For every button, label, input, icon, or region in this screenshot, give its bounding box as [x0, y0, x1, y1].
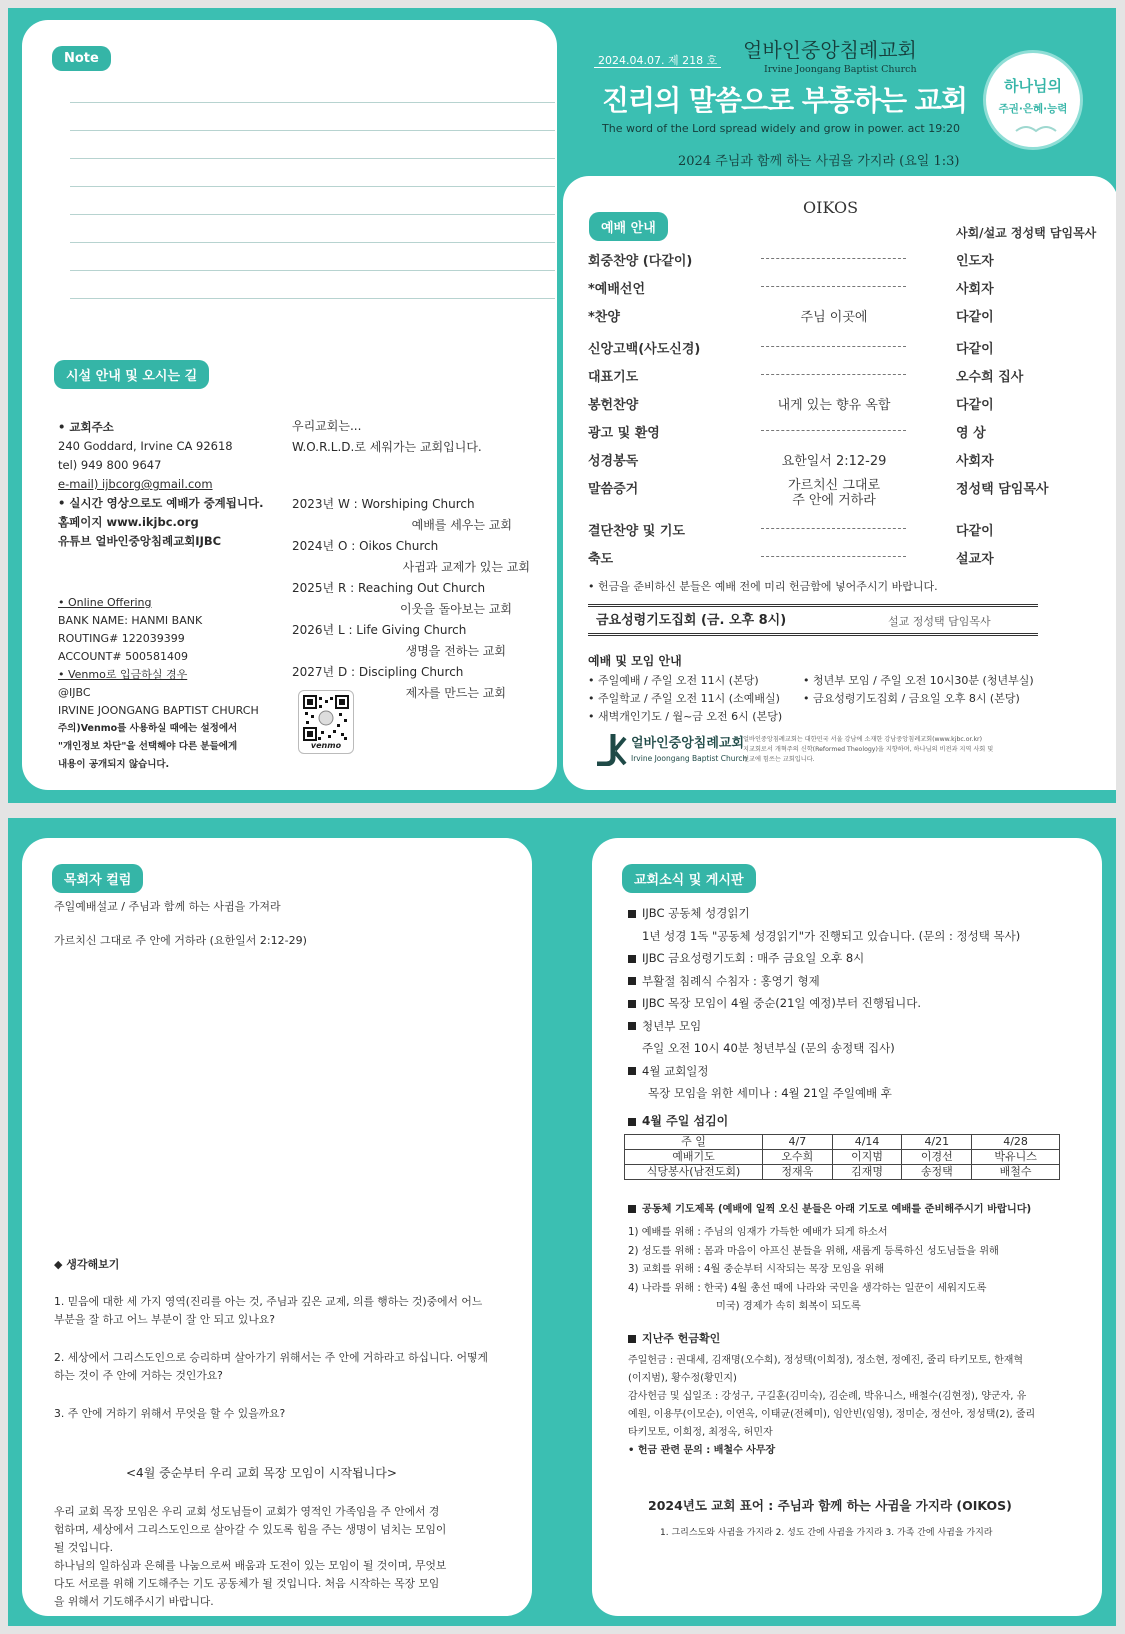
world-item: 2025년 R : Reaching Out Church — [292, 581, 486, 595]
duty-title — [628, 1114, 728, 1128]
table-cell: 이지범 — [832, 1150, 902, 1165]
question-2a: 2. 세상에서 그리스도인으로 승리하며 살아가기 위해서는 주 안에 거하라고 하십니다. 어떻게 — [54, 1351, 488, 1364]
note-line — [70, 214, 555, 215]
footer-church-name: 얼바인중앙침례교회 — [631, 736, 745, 751]
prayer-item: 3) 교회를 위해 : 4월 중순부터 시작되는 목장 모임을 위해 — [628, 1264, 885, 1275]
venmo-note-1: 주의)Venmo를 사용하실 때에는 설정에서 — [58, 723, 238, 734]
paragraph-1a: 우리 교회 목장 모임은 우리 교회 성도님들이 교회가 영적인 가족임을 주 안에서 경 — [54, 1505, 440, 1518]
bulletin-back-sheet — [8, 818, 1116, 1626]
order-dash — [761, 346, 906, 347]
church-motto: 2024년도 교회 표어 : 주님과 함께 하는 사귐을 가지라 (OIKOS) — [648, 1498, 1012, 1513]
note-line — [70, 186, 555, 187]
account: ACCOUNT# 500581409 — [58, 650, 189, 663]
order-dash — [761, 528, 906, 529]
offering-heading: • Online Offering — [58, 596, 152, 609]
note-line — [70, 158, 555, 159]
order-item: 회중찬양 (다같이) — [588, 254, 693, 269]
news-item — [628, 925, 1020, 948]
venmo-note-2: "개인정보 차단"을 선택해야 다른 분들에게 — [58, 741, 238, 752]
news-text: IJBC 공동체 성경읽기 — [642, 906, 750, 920]
meetings-title: 예배 및 모임 안내 — [588, 654, 682, 668]
venmo-label: venmo — [310, 741, 342, 750]
table-cell: 4/21 — [902, 1135, 972, 1150]
news-item — [628, 902, 1020, 925]
church-name-en: Irvine Joongang Baptist Church — [764, 64, 917, 75]
table-cell: 4/7 — [763, 1135, 833, 1150]
order-item: 축도 — [588, 552, 614, 567]
news-text: 주일 오전 10시 40분 청년부실 (문의 송정택 집사) — [642, 1041, 895, 1055]
worship-leader: 사회/설교 정성택 담임목사 — [956, 226, 1097, 240]
order-mid: 요한일서 2:12-29 — [781, 454, 887, 469]
church-name-kr: 얼바인중앙침례교회 — [743, 38, 917, 62]
prayer-list — [628, 1224, 999, 1317]
order-right: 설교자 — [956, 552, 994, 567]
pastor-card — [22, 838, 532, 1616]
order-right: 사회자 — [956, 454, 994, 469]
homepage[interactable]: 홈페이지 www.ikjbc.org — [58, 515, 199, 529]
friday-preacher: 설교 정성택 담임목사 — [888, 615, 991, 628]
bullet-square-icon — [628, 1067, 636, 1075]
world-item-sub: 사귐과 교제가 있는 교회 — [402, 560, 530, 574]
address: 240 Goddard, Irvine CA 92618 — [58, 439, 233, 453]
table-cell: 4/28 — [972, 1135, 1060, 1150]
church-motto-sub: 1. 그리스도와 사귐을 가지라 2. 성도 간에 사귐을 가지라 3. 가족 간에 사귐을 가지라 — [660, 1528, 993, 1538]
meeting: • 주일학교 / 주일 오전 11시 (소예배실) — [588, 692, 780, 705]
news-list — [628, 902, 1020, 1105]
facility-label: 시설 안내 및 오시는 길 — [54, 360, 209, 389]
order-item: *예배선언 — [588, 282, 646, 297]
bullet-square-icon — [628, 910, 636, 918]
bullet-square-icon — [628, 955, 636, 963]
paragraph-2c: 을 위해서 기도해주시기 바랍니다. — [54, 1595, 214, 1608]
offering-line: 감사헌금 및 십일조 : 강성구, 구길훈(김미숙), 김순례, 박유니스, 배철수(김현정), 양군자, 유 — [628, 1391, 1027, 1402]
meeting: • 주일예배 / 주일 오전 11시 (본당) — [588, 674, 759, 687]
table-row — [625, 1165, 1060, 1180]
note-line — [70, 242, 555, 243]
order-right: 다같이 — [956, 342, 994, 357]
paragraph-2a: 하나님의 일하심과 은혜를 나눔으로써 배움과 도전이 있는 모임이 될 것이며, 무엇보 — [54, 1559, 447, 1572]
news-item — [628, 1015, 1020, 1038]
prayer-item: 2) 성도를 위해 : 몸과 마음이 아프신 분들을 위해, 새롭게 등록하신 성도님들을 위해 — [628, 1245, 999, 1257]
order-right: 인도자 — [956, 254, 994, 269]
news-item — [628, 1082, 1020, 1105]
table-cell: 이경선 — [902, 1150, 972, 1165]
meeting: • 금요성령기도집회 / 금요일 오후 8시 (본당) — [803, 692, 1020, 705]
news-item — [628, 992, 1020, 1015]
order-right: 오수희 집사 — [956, 370, 1024, 385]
table-cell: 배철수 — [972, 1165, 1060, 1180]
prayer-item: 1) 예배를 위해 : 주님의 임재가 가득한 예배가 되게 하소서 — [628, 1227, 888, 1238]
worship-card — [563, 176, 1116, 790]
meeting: • 청년부 모임 / 주일 오전 10시30분 (청년부실) — [803, 674, 1034, 687]
bullet-square-icon — [628, 977, 636, 985]
question-2b: 하는 것이 주 안에 거하는 것인가요? — [54, 1369, 223, 1382]
prayer-title-text: 공동체 기도제목 (예배에 일찍 오신 분들은 아래 기도로 예배를 준비해주시기 바랍니다) — [642, 1204, 1032, 1215]
news-text: 청년부 모임 — [642, 1018, 702, 1033]
venmo-handle: @IJBC — [58, 686, 91, 699]
news-card — [592, 838, 1102, 1616]
order-right: 다같이 — [956, 398, 994, 413]
offering-note: • 헌금을 준비하신 분들은 예배 전에 미리 헌금함에 넣어주시기 바랍니다. — [588, 580, 938, 593]
news-item — [628, 1037, 1020, 1060]
emblem — [983, 50, 1083, 150]
phone: tel) 949 800 9647 — [58, 458, 162, 472]
news-text: IJBC 금요성령기도회 : 매주 금요일 오후 8시 — [642, 951, 865, 965]
order-dash — [761, 374, 906, 375]
email[interactable]: e-mail) ijbcorg@gmail.com — [58, 477, 213, 491]
order-mid: 가르치신 그대로 주 안에 거하라 — [787, 478, 881, 508]
world-intro — [292, 416, 482, 458]
order-dash — [761, 258, 906, 259]
order-item: 봉헌찬양 — [588, 398, 639, 413]
cell-group-notice: <4월 중순부터 우리 교회 목장 모임이 시작됩니다> — [126, 1466, 397, 1480]
world-intro-2: W.O.R.L.D.로 세워가는 교회입니다. — [292, 440, 482, 454]
offering-line: 주일헌금 : 권대세, 김재명(오수희), 정성택(이희정), 정소현, 정예진, 줄리 타키모토, 한재혁 — [628, 1355, 1024, 1366]
venmo-qr-code[interactable] — [298, 690, 354, 754]
note-line — [70, 130, 555, 131]
offering-info — [58, 594, 259, 774]
order-mid: 내게 있는 향유 옥합 — [777, 398, 891, 413]
paragraph-1b: 험하며, 세상에서 그리스도인으로 살아갈 수 있도록 힘을 주는 생명이 넘치는 모임이 — [54, 1523, 447, 1536]
news-label: 교회소식 및 게시판 — [622, 864, 756, 893]
order-dash — [761, 286, 906, 287]
table-cell: 주 일 — [625, 1135, 763, 1150]
news-text: 4월 교회일정 — [642, 1063, 709, 1078]
youtube: 유튜브 얼바인중앙침례교회IJBC — [58, 534, 222, 548]
table-row — [625, 1135, 1060, 1150]
oikos-title: OIKOS — [803, 198, 859, 217]
bulletin-front-sheet — [8, 8, 1116, 803]
pastor-sub: 주일예배설교 / 주님과 함께 하는 사귐을 가져라 — [54, 900, 281, 913]
friday-box — [588, 604, 1038, 636]
table-cell: 박유니스 — [972, 1150, 1060, 1165]
paragraph-2b: 다도 서로를 위해 기도해주는 기도 공동체가 될 것입니다. 처음 시작하는 목장 모임 — [54, 1577, 440, 1590]
offering-title — [628, 1332, 720, 1345]
table-cell: 오수희 — [763, 1150, 833, 1165]
paragraph-1c: 될 것입니다. — [54, 1541, 114, 1554]
world-item: 2027년 D : Discipling Church — [292, 665, 464, 679]
world-intro-1: 우리교회는... — [292, 419, 362, 433]
news-item — [628, 1060, 1020, 1083]
worship-label: 예배 안내 — [589, 212, 668, 241]
world-item-sub: 생명을 전하는 교회 — [405, 644, 506, 658]
friday-title: 금요성령기도집회 (금. 오후 8시) — [596, 613, 787, 628]
world-item: 2024년 O : Oikos Church — [292, 539, 439, 553]
emblem-top: 하나님의 — [1004, 77, 1062, 95]
order-right: 다같이 — [956, 524, 994, 539]
address-heading: • 교회주소 — [58, 420, 114, 434]
order-mid: 주님 이곳에 — [800, 310, 868, 325]
slogan-verse: The word of the Lord spread widely and grow in power. act 19:20 — [602, 122, 960, 135]
prayer-title — [628, 1204, 1031, 1216]
think-title: ◆ 생각해보기 — [54, 1258, 120, 1271]
table-row — [625, 1150, 1060, 1165]
footer-desc-1: 얼바인중앙침례교회는 대한민국 서울 강남에 소재한 강남중앙침례교회(www.kjbc.or.kr) — [743, 736, 983, 743]
offering-title-text: 지난주 헌금확인 — [642, 1332, 721, 1345]
order-item: 말씀증거 — [588, 482, 639, 497]
note-line — [70, 102, 555, 103]
venmo-name: IRVINE JOONGANG BAPTIST CHURCH — [58, 704, 259, 717]
footer-desc-3: 선교에 힘쓰는 교회입니다. — [743, 756, 815, 763]
table-cell: 김재명 — [832, 1165, 902, 1180]
qr-icon — [303, 695, 349, 741]
order-item: 성경봉독 — [588, 454, 639, 469]
venmo-heading: • Venmo로 입금하실 경우 — [58, 668, 188, 681]
world-item-sub: 이웃을 돌아보는 교회 — [400, 602, 512, 616]
duty-table — [624, 1134, 1060, 1180]
year-theme: 2024 주님과 함께 하는 사귐을 가지라 (요일 1:3) — [678, 154, 960, 169]
offering-line: (이지범), 황수정(황민지) — [628, 1373, 737, 1384]
offering-line: 예원, 이용무(이모순), 이연옥, 이태균(전혜미), 임안빈(임영), 정미순, 정선아, 정성택(2), 줄리 — [628, 1409, 1036, 1420]
prayer-item: 미국) 경제가 속히 회복이 되도록 — [716, 1301, 861, 1312]
order-item: 대표기도 — [588, 370, 639, 385]
pastor-label: 목회자 컬럼 — [52, 864, 143, 893]
question-1b: 부분을 잘 하고 어느 부분이 잘 안 되고 있나요? — [54, 1313, 275, 1326]
bullet-square-icon — [628, 1205, 636, 1213]
news-text: 목장 모임을 위한 세미나 : 4월 21일 주일예배 후 — [648, 1086, 892, 1100]
table-cell: 정재욱 — [763, 1165, 833, 1180]
world-item: 2023년 W : Worshiping Church — [292, 497, 475, 511]
question-1a: 1. 믿음에 대한 세 가지 영역(진리를 아는 것, 주님과 깊은 교제, 의를 행하는 것)중에서 어느 — [54, 1295, 483, 1308]
news-text: 1년 성경 1독 "공동체 성경읽기"가 진행되고 있습니다. (문의 : 정성택 목사) — [642, 928, 1021, 943]
issue-number: 2024.04.07. 제 218 호 — [594, 54, 721, 68]
footer-desc-2: 지교회로서 개혁주의 신학(Reformed Theology)을 지향하며, 하나님의 비전과 지역 사회 및 — [743, 746, 994, 753]
order-item: *찬양 — [588, 310, 620, 325]
prayer-item: 4) 나라를 위해 : 한국) 4월 총선 때에 나라와 국민을 생각하는 일꾼이 세워지도록 — [628, 1282, 987, 1294]
table-cell: 4/14 — [832, 1135, 902, 1150]
table-cell: 식당봉사(남전도회) — [625, 1165, 763, 1180]
order-dash — [761, 430, 906, 431]
offering-line: • 헌금 관련 문의 : 배철수 사무장 — [628, 1445, 776, 1456]
order-item: 결단찬양 및 기도 — [588, 524, 685, 539]
world-item-sub: 예배를 세우는 교회 — [411, 518, 512, 532]
bullet-square-icon — [628, 1335, 636, 1343]
footer-church-en: Irvine Joongang Baptist Church — [631, 754, 748, 763]
bullet-square-icon — [628, 1022, 636, 1030]
question-3: 3. 주 안에 거하기 위해서 무엇을 할 수 있을까요? — [54, 1407, 286, 1420]
note-label: Note — [52, 46, 111, 71]
bullet-square-icon — [628, 1118, 636, 1126]
meeting: • 새벽개인기도 / 월~금 오전 6시 (본당) — [588, 710, 783, 723]
note-line — [70, 270, 555, 271]
note-card — [22, 20, 557, 790]
order-item: 신앙고백(사도신경) — [588, 342, 701, 357]
news-item — [628, 970, 1020, 993]
order-right: 영 상 — [956, 426, 986, 441]
world-item: 2026년 L : Life Giving Church — [292, 623, 467, 637]
world-item-sub: 제자를 만드는 교회 — [405, 686, 506, 700]
venmo-note-3: 내용이 공개되지 않습니다. — [58, 759, 170, 770]
offering-list — [628, 1352, 1035, 1460]
duty-title-text: 4월 주일 섬김이 — [642, 1114, 729, 1128]
table-cell: 예배기도 — [625, 1150, 763, 1165]
world-list — [292, 494, 532, 704]
order-dash — [761, 556, 906, 557]
news-item — [628, 947, 1020, 970]
order-item: 광고 및 환영 — [588, 426, 660, 441]
offering-line: 타키모토, 이희정, 최정옥, 허민자 — [628, 1427, 773, 1438]
news-text: IJBC 목장 모임이 4월 중순(21일 예정)부터 진행됩니다. — [642, 996, 921, 1010]
routing: ROUTING# 122039399 — [58, 632, 185, 645]
emblem-bottom: 주권·은혜·능력 — [998, 103, 1068, 115]
order-right: 사회자 — [956, 282, 994, 297]
church-logo-icon — [593, 732, 627, 766]
note-line — [70, 298, 555, 299]
sermon-title: 가르치신 그대로 주 안에 거하라 (요한일서 2:12-29) — [54, 934, 307, 947]
table-cell: 송정택 — [902, 1165, 972, 1180]
order-right: 정성택 담임목사 — [956, 482, 1049, 497]
livestream-note: • 실시간 영상으로도 예배가 중계됩니다. — [58, 496, 264, 510]
slogan: 진리의 말씀으로 부흥하는 교회 — [602, 84, 967, 117]
order-right: 다같이 — [956, 310, 994, 325]
bank-name: BANK NAME: HANMI BANK — [58, 614, 203, 627]
news-text: 부활절 침례식 수침자 : 홍영기 형제 — [642, 973, 820, 988]
facility-info — [58, 418, 263, 551]
laurel-icon — [986, 121, 1086, 141]
bullet-square-icon — [628, 1000, 636, 1008]
